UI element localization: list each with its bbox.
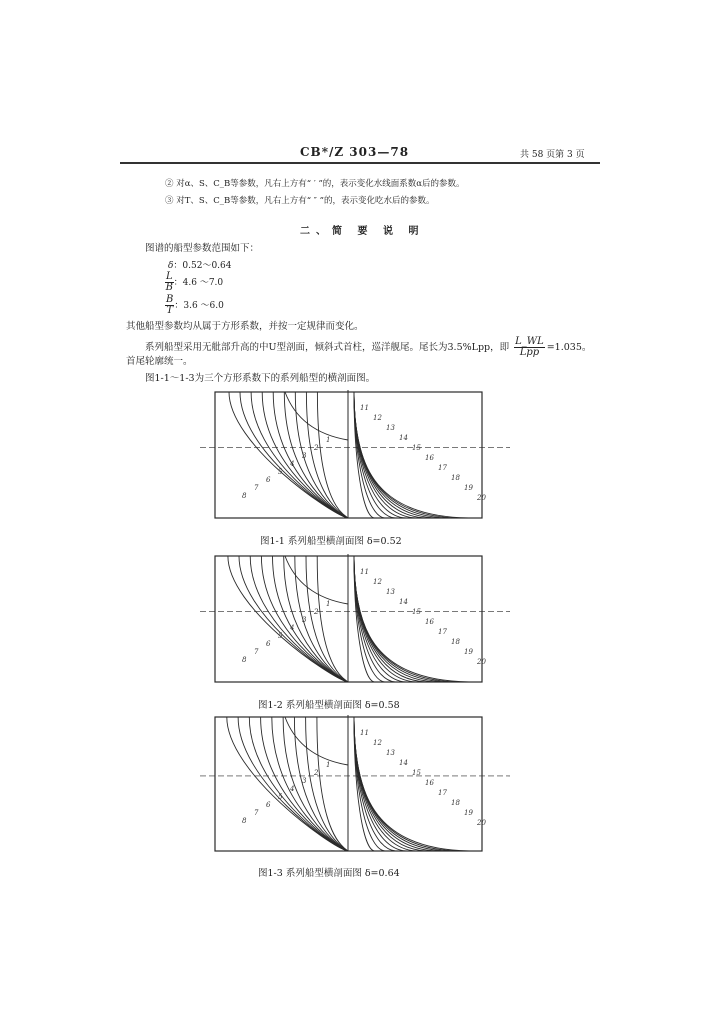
station-label: 6 [266, 801, 271, 809]
station-label: 17 [438, 464, 447, 472]
station-label: 4 [290, 460, 295, 468]
station-label: 5 [278, 468, 283, 476]
note-3: ③ 对T、S、C_B等参数，凡右上方有“ ″ ”的，表示变化吃水后的参数。 [165, 196, 435, 206]
section-line-fore [354, 392, 385, 518]
station-label: 18 [451, 799, 460, 807]
station-label: 16 [425, 779, 434, 787]
section-line-aft [239, 556, 348, 682]
station-label: 19 [464, 484, 473, 492]
section-line-aft [306, 556, 348, 682]
station-label: 14 [399, 759, 408, 767]
param-delta-range: ：0.52～0.64 [173, 261, 232, 271]
section-line-aft [317, 392, 348, 518]
station-label: 18 [451, 638, 460, 646]
paragraph-4: 图1-1～1-3为三个方形系数下的系列船型的横剖面图。 [145, 373, 376, 384]
header-rule [120, 162, 600, 164]
station-label: 12 [373, 578, 382, 586]
page-number: 共 58 页第 3 页 [520, 150, 585, 160]
section-line-aft [251, 392, 348, 518]
station-label: 13 [386, 749, 395, 757]
station-label: 3 [302, 616, 307, 624]
station-label: 2 [314, 444, 319, 452]
section-line-aft [250, 556, 348, 682]
station-label: 19 [464, 809, 473, 817]
station-label: 20 [477, 658, 486, 666]
section-line-aft [306, 717, 348, 851]
intro-text: 图谱的船型参数范围如下： [145, 243, 260, 254]
station-label: 11 [360, 404, 369, 412]
station-label: 11 [360, 568, 369, 576]
document-code: CB*/Z 303—78 [300, 145, 410, 159]
station-label: 13 [386, 424, 395, 432]
figure-2-caption: 图1-2 系列船型横剖面图 δ=0.58 [258, 700, 400, 711]
station-label: 12 [373, 739, 382, 747]
station-label: 16 [425, 618, 434, 626]
station-label: 13 [386, 588, 395, 596]
station-label: 11 [360, 729, 369, 737]
station-label: 8 [242, 656, 247, 664]
station-label: 12 [373, 414, 382, 422]
param-lb [165, 272, 223, 293]
section-line-aft [227, 717, 348, 851]
figure-2-body-plan [200, 552, 510, 690]
section-line-aft [317, 717, 348, 851]
station-label: 2 [314, 608, 319, 616]
section-line-aft [229, 392, 348, 518]
section-line-aft [272, 717, 348, 851]
station-label: 20 [477, 819, 486, 827]
section-line-aft [306, 392, 348, 518]
section-line-aft [249, 717, 348, 851]
param-delta [168, 258, 232, 271]
section-line-aft [273, 556, 349, 682]
station-label: 17 [438, 628, 447, 636]
station-label: 3 [302, 777, 307, 785]
section-line-fore [354, 717, 385, 851]
figure-3-caption: 图1-3 系列船型横剖面图 δ=0.64 [258, 868, 400, 879]
station-label: 20 [477, 494, 486, 502]
station-label: 14 [399, 598, 408, 606]
station-label: 14 [399, 434, 408, 442]
paragraph-3: 首尾轮廓统一。 [126, 356, 193, 367]
paragraph-1: 其他船型参数均从属于方形系数，并按一定规律而变化。 [126, 321, 364, 332]
section-title: 二、简 要 说 明 [300, 226, 425, 237]
station-label: 1 [326, 761, 331, 769]
figure-3-body-plan [200, 713, 510, 859]
station-label: 17 [438, 789, 447, 797]
paragraph-2-text: 系列船型采用无舭部升高的中U型剖面，倾斜式首柱，巡洋舰尾。尾长为3.5%Lpp，即 [145, 342, 510, 353]
section-line-fore [354, 556, 458, 682]
note-2: ② 对α、S、C_B等参数，凡右上方有“ ′ ”的，表示变化水线面系数α后的参数。 [165, 179, 465, 189]
station-label: 4 [290, 785, 295, 793]
station-label: 2 [314, 769, 319, 777]
station-label: 4 [290, 624, 295, 632]
station-label: 15 [412, 769, 421, 777]
section-line-fore [354, 717, 469, 851]
section-line-aft [240, 392, 348, 518]
param-bt-range: ：3.6 ～6.0 [174, 301, 224, 311]
paragraph-2 [145, 337, 591, 358]
station-label: 3 [302, 452, 307, 460]
station-label: 15 [412, 444, 421, 452]
figure-1-caption: 图1-1 系列船型横剖面图 δ=0.52 [260, 536, 402, 547]
param-delta-symbol: δ [168, 261, 174, 271]
station-label: 19 [464, 648, 473, 656]
station-label: 7 [254, 484, 259, 492]
station-label: 15 [412, 608, 421, 616]
section-line-fore [354, 717, 459, 851]
station-label: 7 [254, 648, 259, 656]
param-lb-range: ：4.6 ～7.0 [173, 278, 224, 288]
station-label: 5 [278, 632, 283, 640]
station-label: 1 [326, 436, 331, 444]
station-label: 18 [451, 474, 460, 482]
station-label: 8 [242, 492, 247, 500]
station-label: 16 [425, 454, 434, 462]
section-line-aft [317, 556, 348, 682]
station-labels [242, 729, 486, 827]
section-line-aft [273, 392, 348, 518]
section-line-aft [238, 717, 348, 851]
deck-curve [285, 392, 348, 440]
station-label: 6 [266, 476, 271, 484]
section-line-fore [354, 717, 374, 851]
param-bt [165, 295, 224, 316]
station-label: 5 [278, 793, 283, 801]
section-line-fore [354, 556, 469, 682]
param-bt-fraction: $\frac{B}{T}$ [166, 294, 174, 316]
figure-1-body-plan [200, 388, 510, 526]
lwl-lpp-fraction: $\frac{L\_WL}{\text{Lpp}}$ [515, 336, 544, 358]
station-label: 6 [266, 640, 271, 648]
station-label: 1 [326, 600, 331, 608]
station-label: 7 [254, 809, 259, 817]
station-label: 8 [242, 817, 247, 825]
section-line-fore [354, 392, 458, 518]
section-line-fore [354, 556, 385, 682]
paragraph-2-ratio: =1.035。 [546, 342, 592, 353]
section-line-fore [354, 392, 468, 518]
param-lb-fraction: $\frac{L}{B}$ [165, 271, 173, 293]
